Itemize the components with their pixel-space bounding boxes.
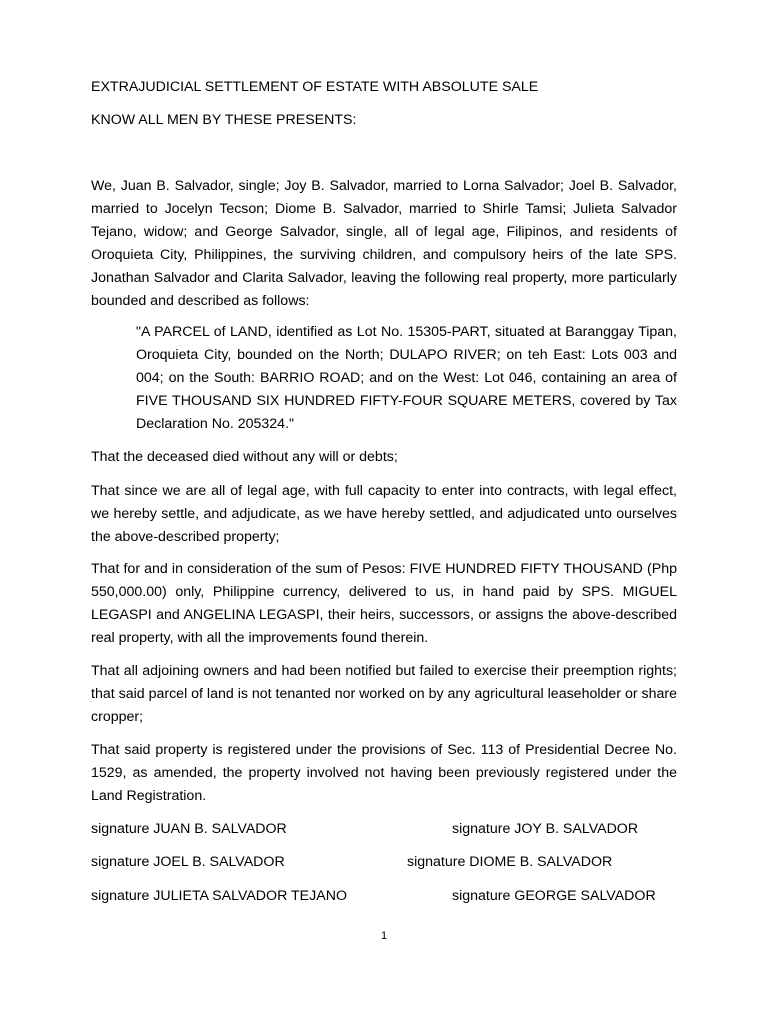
salutation: KNOW ALL MEN BY THESE PRESENTS: xyxy=(91,112,357,128)
paragraph-preemption: That all adjoining owners and had been notified but failed to exercise their preemption rights; that said parcel of land is not tenanted nor worked on by any agricultural leaseholder or share cropper; xyxy=(91,663,677,725)
signature-george: signature GEORGE SALVADOR xyxy=(452,888,656,904)
signature-juan: signature JUAN B. SALVADOR xyxy=(91,821,287,837)
paragraph-parties: We, Juan B. Salvador, single; Joy B. Salvador, married to Lorna Salvador; Joel B. Salvador, married to Jocelyn Tecson; Diome B. Salvador, married to Shirle Tamsi; Julieta Salvador Tejano, widow; and George Salvador, single, all of legal age, Filipinos, and residents of Oroquieta City, Philippines, the surviving children, and compulsory heirs of the late SPS. Jonathan Salvador and Clarita Salvador, leaving the following real property, more particularly bounded and described as follows: xyxy=(91,178,677,309)
paragraph-consideration: That for and in consideration of the sum of Pesos: FIVE HUNDRED FIFTY THOUSAND (Php 550,000.00) only, Philippine currency, delivered to us, in hand paid by SPS. MIGUEL LEGASPI and ANGELINA LEGASPI, their heirs, successors, or assigns the above-described real property, with all the improvements found therein. xyxy=(91,561,677,646)
document-title: EXTRAJUDICIAL SETTLEMENT OF ESTATE WITH ABSOLUTE SALE xyxy=(91,79,539,95)
signature-julieta: signature JULIETA SALVADOR TEJANO xyxy=(91,888,347,904)
signature-joel: signature JOEL B. SALVADOR xyxy=(91,854,285,870)
paragraph-no-will: That the deceased died without any will or debts; xyxy=(91,449,398,465)
page-number: 1 xyxy=(380,930,388,942)
property-description: "A PARCEL of LAND, identified as Lot No. 15305-PART, situated at Baranggay Tipan, Oroquieta City, bounded on the North; DULAPO RIVER; on teh East: Lots 003 and 004; on the South: BARRIO ROAD; and on the West: Lot 046, containing an area of FIVE THOUSAND SIX HUNDRED FIFTY-FOUR SQUARE METERS, covered by Tax Declaration No. 205324." xyxy=(136,324,677,432)
paragraph-registration: That said property is registered under the provisions of Sec. 113 of Presidential Decree No. 1529, as amended, the property involved not having been previously registered under the Land Registration. xyxy=(91,742,677,804)
paragraph-adjudication: That since we are all of legal age, with full capacity to enter into contracts, with legal effect, we hereby settle, and adjudicate, as we have hereby settled, and adjudicated unto ourselves the above-described property; xyxy=(91,483,677,545)
signature-diome: signature DIOME B. SALVADOR xyxy=(407,854,613,870)
signature-joy: signature JOY B. SALVADOR xyxy=(452,821,639,837)
